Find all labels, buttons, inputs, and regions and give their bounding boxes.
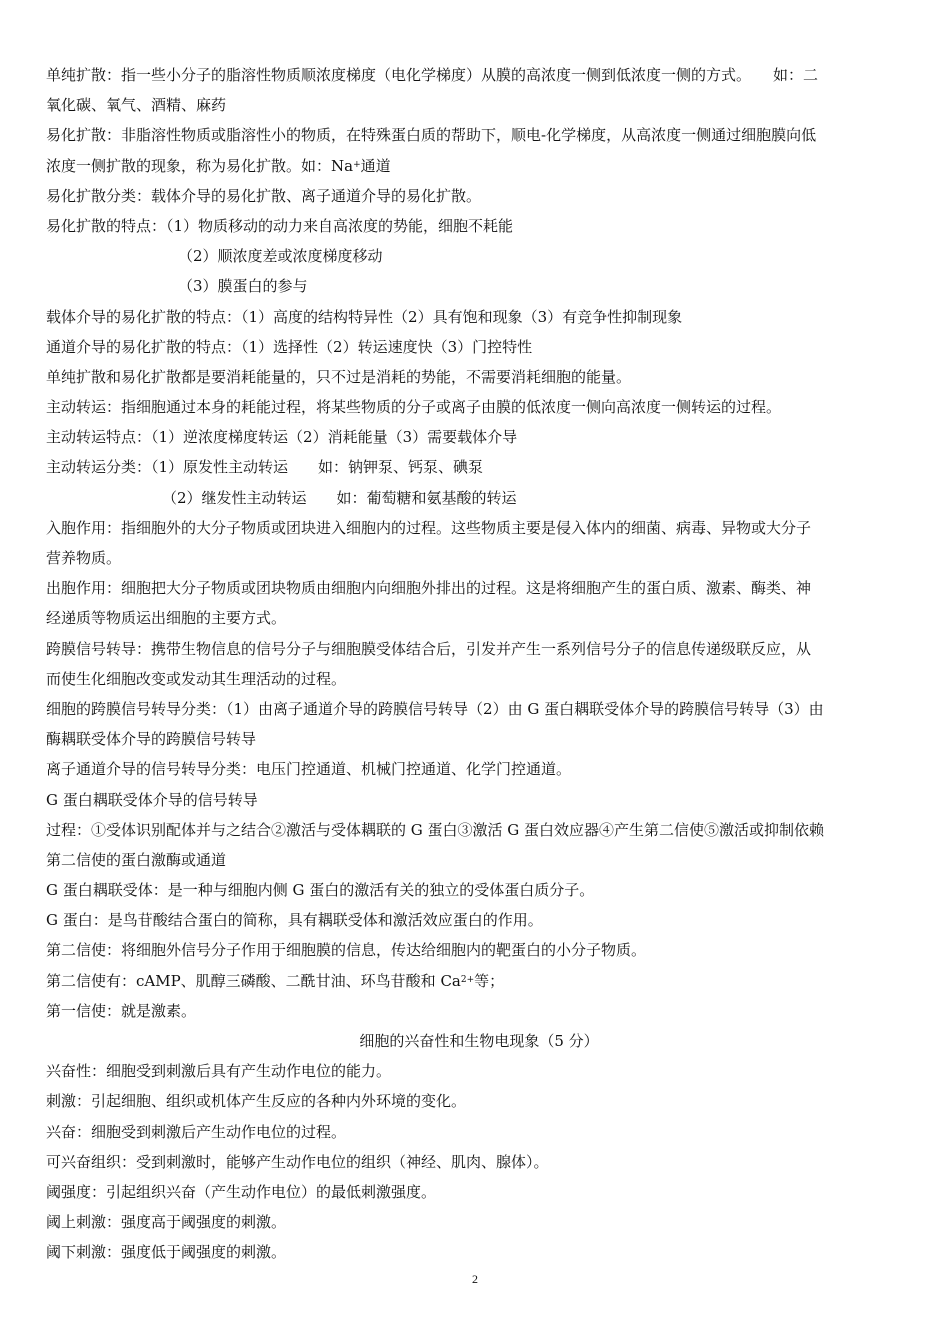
text-line: 浓度一侧扩散的现象，称为易化扩散。如：Na: [46, 156, 354, 175]
text-line: 如：葡萄糖和氨基酸的转运: [336, 488, 517, 507]
text-line: 阈下刺激：强度低于阈强度的刺激。: [46, 1243, 287, 1262]
text-line: 兴奋性：细胞受到刺激后具有产生动作电位的能力。: [46, 1062, 392, 1081]
text-line: 第一信使：就是激素。: [46, 1001, 197, 1020]
text-line: 易化扩散：非脂溶性物质或脂溶性小的物质，在特殊蛋白质的帮助下，顺电-化学梯度，从高浓度一侧通过细胞膜向低: [46, 126, 817, 145]
text-line: 刺激：引起细胞、组织或机体产生反应的各种内外环境的变化。: [46, 1092, 467, 1111]
text-line: 营养物质。: [46, 549, 122, 567]
document-body: [46, 60, 912, 1268]
text-line: 主动转运特点：（1）逆浓度梯度转运（2）消耗能量（3）需要载体介导: [46, 428, 518, 447]
text-line: 而使生化细胞改变或发动其生理活动的过程。: [46, 669, 347, 688]
text-line: 过程：①受体识别配体并与之结合②激活与受体耦联的 G 蛋白③激活 G 蛋白效应器④产生第二信使⑤激活或抑制依赖: [46, 820, 825, 839]
text-line: （2）继发性主动转运: [162, 488, 307, 507]
text-line: 易化扩散的特点：（1）物质移动的动力来自高浓度的势能，细胞不耗能: [46, 216, 514, 235]
text-line: 单纯扩散和易化扩散都是要消耗能量的，只不过是消耗的势能，不需要消耗细胞的能量。: [46, 367, 632, 386]
text-line: （2）顺浓度差或浓度梯度移动: [178, 247, 383, 266]
text-line: 通道介导的易化扩散的特点：（1）选择性（2）转运速度快（3）门控特性: [46, 337, 533, 356]
superscript: +: [353, 159, 361, 170]
text-line: 如：钠钾泵、钙泵、碘泵: [318, 458, 484, 477]
text-line: 第二信使的蛋白激酶或通道: [46, 850, 227, 869]
text-line: G 蛋白：是鸟苷酸结合蛋白的简称，具有耦联受体和激活效应蛋白的作用。: [46, 911, 543, 930]
active-transport-type-1: [46, 452, 912, 482]
text-line: 易化扩散分类：载体介导的易化扩散、离子通道介导的易化扩散。: [46, 186, 482, 205]
text-line: 出胞作用：细胞把大分子物质或团块物质由细胞内向细胞外排出的过程。这是将细胞产生的蛋白质、激素、酶类、神: [46, 579, 812, 598]
text-line: 兴奋：细胞受到刺激后产生动作电位的过程。: [46, 1122, 347, 1141]
paragraph-na-channel: [46, 151, 912, 181]
text-line: 单纯扩散：指一些小分子的脂溶性物质顺浓度梯度（电化学梯度）从膜的高浓度一侧到低浓度一侧的方式。: [46, 66, 752, 84]
text-line: 入胞作用：指细胞外的大分子物质或团块进入细胞内的过程。这些物质主要是侵入体内的细菌、病毒、异物或大分子: [46, 518, 812, 537]
text-line: 第二信使：将细胞外信号分子作用于细胞膜的信息，传达给细胞内的靶蛋白的小分子物质。: [46, 941, 647, 960]
paragraph-simple-diffusion: [46, 60, 912, 90]
text-line: 经递质等物质运出细胞的主要方式。: [46, 609, 287, 628]
text-line: （3）膜蛋白的参与: [178, 277, 308, 296]
superscript: 2+: [460, 974, 475, 985]
text-line: 酶耦联受体介导的跨膜信号转导: [46, 730, 257, 749]
text-line: 离子通道介导的信号转导分类：电压门控通道、机械门控通道、化学门控通道。: [46, 760, 572, 779]
text-line: 可兴奋组织：受到刺激时，能够产生动作电位的组织（神经、肌肉、腺体）。: [46, 1152, 549, 1171]
text-line: 阈强度：引起组织兴奋（产生动作电位）的最低刺激强度。: [46, 1182, 437, 1201]
text-line: 等；: [474, 971, 505, 990]
text-line: 主动转运分类：（1）原发性主动转运: [46, 458, 289, 477]
text-line: 细胞的跨膜信号转导分类：（1）由离子通道介导的跨膜信号转导（2）由 G 蛋白耦联受体介导的跨膜信号转导（3）由: [46, 699, 824, 718]
text-line: 阈上刺激：强度高于阈强度的刺激。: [46, 1213, 287, 1232]
text-line: 氧化碳、氧气、酒精、麻药: [46, 96, 227, 115]
text-line: 跨膜信号转导：携带生物信息的信号分子与细胞膜受体结合后，引发并产生一系列信号分子的信息传递级联反应，从: [46, 639, 812, 658]
text-line: 第二信使有：cAMP、肌醇三磷酸、二酰甘油、环鸟苷酸和 Ca: [46, 971, 461, 990]
page-number: 2: [472, 1272, 478, 1286]
text-line: 如：二: [773, 66, 819, 84]
text-line: G 蛋白耦联受体：是一种与细胞内侧 G 蛋白的激活有关的独立的受体蛋白质分子。: [46, 881, 595, 900]
text-line: 载体介导的易化扩散的特点：（1）高度的结构特异性（2）具有饱和现象（3）有竞争性抑制现象: [46, 307, 683, 326]
text-line: 主动转运：指细胞通过本身的耗能过程，将某些物质的分子或离子由膜的低浓度一侧向高浓度一侧转运的过程。: [46, 398, 782, 417]
section-heading: 细胞的兴奋性和生物电现象（5 分）: [359, 1032, 599, 1050]
active-transport-type-2: [46, 483, 912, 513]
text-line: G 蛋白耦联受体介导的信号转导: [46, 790, 258, 809]
second-messengers-line: [46, 966, 912, 996]
text-line: 通道: [360, 156, 391, 175]
